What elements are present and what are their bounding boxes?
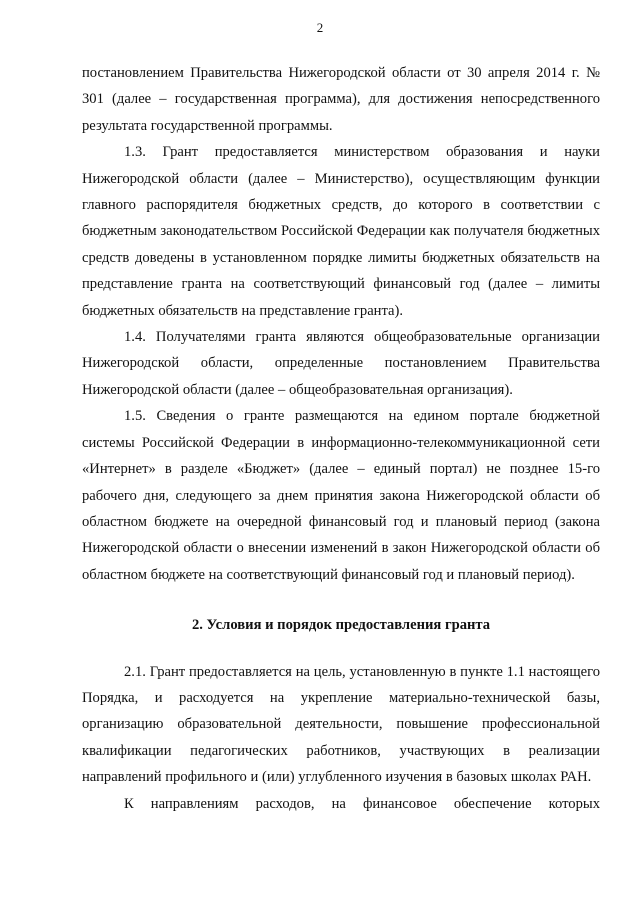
section-heading: 2. Условия и порядок предоставления гранта: [191, 617, 491, 634]
paragraph-1-3: 1.3. Грант предоставляется министерством образования и науки Нижегородской области (далее – Министерство), осуществляющим функции главного распорядителя бюджетных средств, до которого в соответствии с бюджетным законодательством Российской Федерации как получателя бюджетных средств доведены в установленном порядке лимиты бюджетных обязательств на представление гранта на соответствующий финансовый год (далее – лимиты бюджетных обязательств на представление гранта).: [82, 144, 600, 319]
paragraph-continuation: постановлением Правительства Нижегородской области от 30 апреля 2014 г. № 301 (далее – государственная программа), для достижения непосредственного результата государственной программы.: [82, 65, 600, 134]
paragraph-2-1: 2.1. Грант предоставляется на цель, установленную в пункте 1.1 настоящего Порядка, и расходуется на укрепление материально-технической базы, организацию образовательной деятельности, повышение профессиональной квалификации педагогических работников, участвующих в реализации направлений профильного и (или) углубленного изучения в базовых школах РАН.: [82, 663, 600, 786]
paragraph-expenses: К направлениям расходов, на финансовое обеспечение которых: [124, 795, 600, 812]
paragraph-1-5: 1.5. Сведения о гранте размещаются на едином портале бюджетной системы Российской Федерации в информационно-телекоммуникационной сети «Интернет» в разделе «Бюджет» (далее – единый портал) не позднее 15-го рабочего дня, следующего за днем принятия закона Нижегородской области об областном бюджете на очередной финансовый год и плановый период (закона Нижегородской области о внесении изменений в закон Нижегородской области об областном бюджете на соответствующий финансовый год и плановый период).: [82, 408, 600, 583]
page-number: 2: [316, 20, 324, 35]
document-body: [82, 60, 600, 817]
paragraph-1-4: 1.4. Получателями гранта являются общеобразовательные организации Нижегородской области, определенные постановлением Правительства Нижегородской области (далее – общеобразовательная организация).: [82, 329, 600, 398]
